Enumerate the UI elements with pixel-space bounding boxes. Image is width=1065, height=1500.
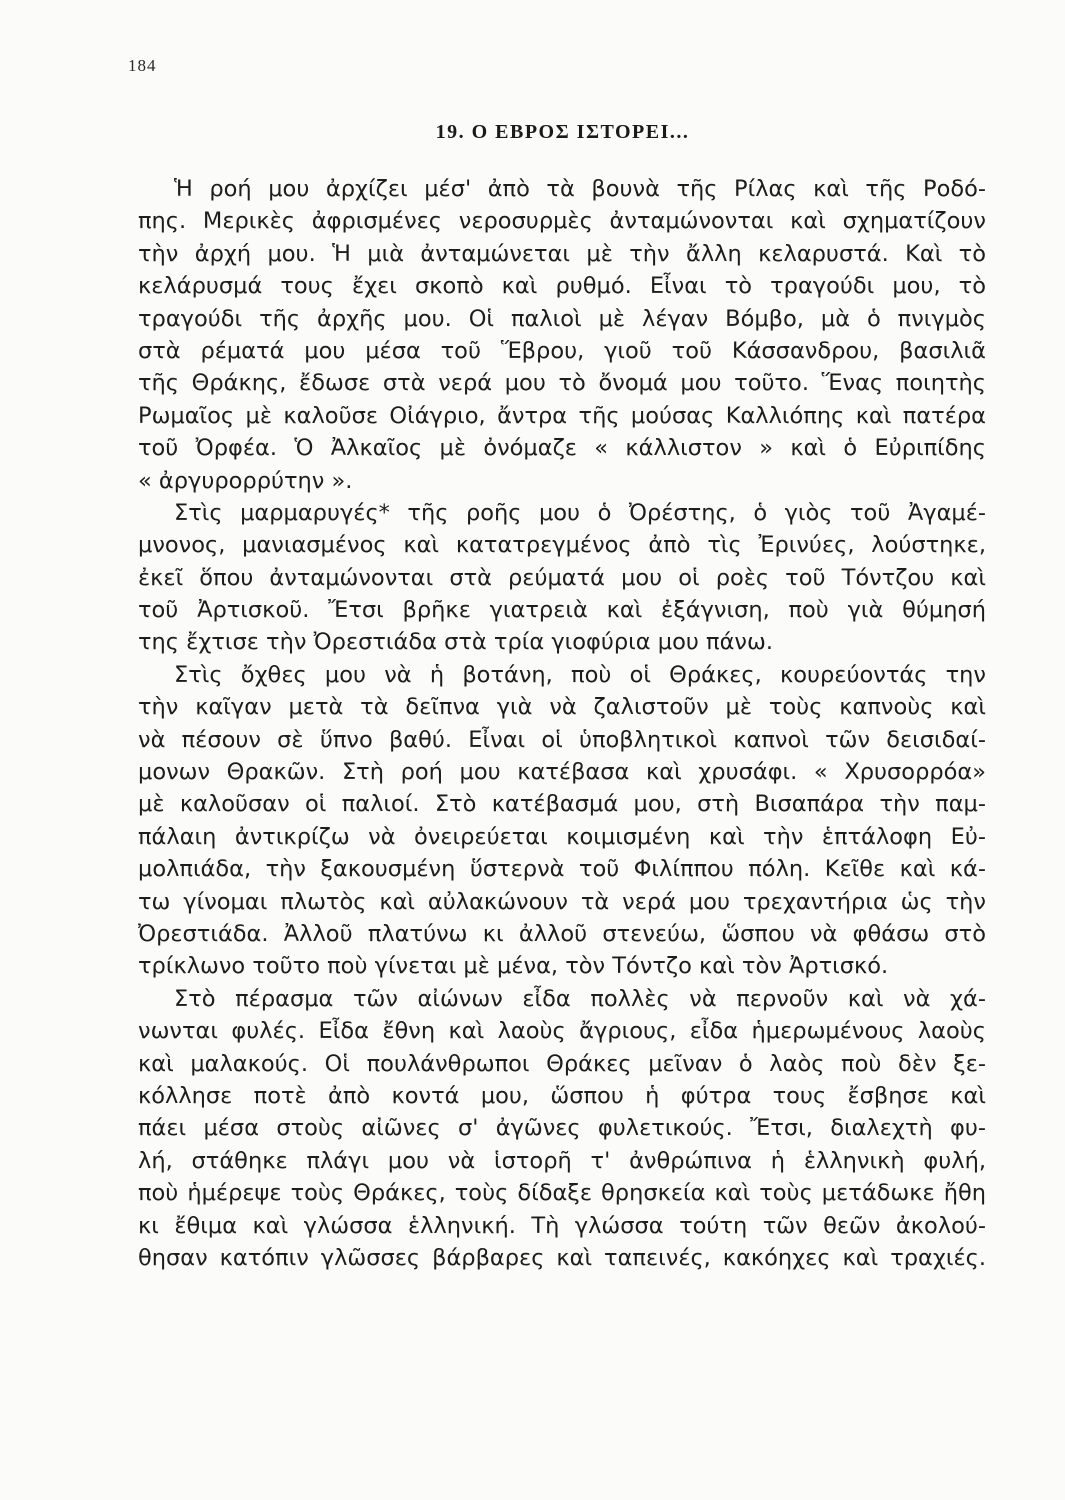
text-line: μὲ καλοῦσαν οἱ παλιοί. Στὸ κατέβασμά μου, στὴ Βισαπάρα τὴν παμ- <box>138 791 986 818</box>
text-line: τρίκλωνο τοῦτο ποὺ γίνεται μὲ μένα, τὸν Τόντζο καὶ τὸν Ἀρτισκό. <box>138 953 889 980</box>
text-line: τοῦ Ὀρφέα. Ὁ Ἀλκαῖος μὲ ὀνόμαζε « κάλλιστον » καὶ ὁ Εὐριπίδης <box>138 435 986 462</box>
text-line: τοῦ Ἀρτισκοῦ. Ἔτσι βρῆκε γιατρειὰ καὶ ἐξάγνιση, ποὺ γιὰ θύμησή <box>138 597 986 624</box>
text-line: κελάρυσμά τους ἔχει σκοπὸ καὶ ρυθμό. Εἶναι τὸ τραγούδι μου, τὸ <box>138 273 986 300</box>
text-line: κόλλησε ποτὲ ἀπὸ κοντά μου, ὥσπου ἡ φύτρα τους ἔσβησε καὶ <box>138 1082 986 1109</box>
text-line: Στὶς ὄχθες μου νὰ ἡ βοτάνη, ποὺ οἱ Θράκες, κουρεύοντάς την <box>174 661 986 688</box>
text-line: τὴν καῖγαν μετὰ τὰ δεῖπνα γιὰ νὰ ζαλιστοῦν μὲ τοὺς καπνοὺς καὶ <box>138 694 986 721</box>
text-line: μονων Θρακῶν. Στὴ ροή μου κατέβασα καὶ χρυσάφι. « Χρυσορρόα» <box>138 759 986 786</box>
text-line: κι ἔθιμα καὶ γλώσσα ἑλληνική. Τὴ γλώσσα τούτη τῶν θεῶν ἀκολού- <box>138 1212 986 1239</box>
text-line: τὴν ἀρχή μου. Ἡ μιὰ ἀνταμώνεται μὲ τὴν ἄλλη κελαρυστά. Καὶ τὸ <box>138 240 986 267</box>
text-line: « ἀργυρορρύτην ». <box>138 467 353 494</box>
text-line: Στὶς μαρμαρυγές* τῆς ροῆς μου ὁ Ὀρέστης, ὁ γιὸς τοῦ Ἀγαμέ- <box>174 499 986 526</box>
text-line: μνονος, μανιασμένος καὶ κατατρεγμένος ἀπὸ τὶς Ἐρινύες, λούστηκε, <box>138 532 986 559</box>
text-line: νὰ πέσουν σὲ ὕπνο βαθύ. Εἶναι οἱ ὑποβλητικοὶ καπνοὶ τῶν δεισιδαί- <box>138 726 986 753</box>
text-line: Ρωμαῖος μὲ καλοῦσε Οἰάγριο, ἄντρα τῆς μούσας Καλλιόπης καὶ πατέρα <box>138 402 986 429</box>
text-line: στὰ ρέματά μου μέσα τοῦ Ἕβρου, γιοῦ τοῦ Κάσσανδρου, βασιλιᾶ <box>138 337 986 364</box>
paragraph-3 <box>138 659 986 983</box>
text-line: θησαν κατόπιν γλῶσσες βάρβαρες καὶ ταπεινές, κακόηχες καὶ τραχιές. <box>138 1244 986 1271</box>
text-line: πάλαιη ἀντικρίζω νὰ ὀνειρεύεται κοιμισμένη καὶ τὴν ἑπτάλοφη Εὐ- <box>138 823 986 850</box>
text-line: ἐκεῖ ὅπου ἀνταμώνονται στὰ ρεύματά μου οἱ ροὲς τοῦ Τόντζου καὶ <box>138 564 986 591</box>
text-line: της ἔχτισε τὴν Ὀρεστιάδα στὰ τρία γιοφύρια μου πάνω. <box>138 629 773 656</box>
text-line: Ἡ ροή μου ἀρχίζει μέσ' ἀπὸ τὰ βουνὰ τῆς Ρίλας καὶ τῆς Ροδό- <box>174 176 986 202</box>
text-line: λή, στάθηκε πλάγι μου νὰ ἱστορῆ τ' ἀνθρώπινα ἡ ἑλληνικὴ φυλή, <box>138 1147 986 1174</box>
text-line: πάει μέσα στοὺς αἰῶνες σ' ἀγῶνες φυλετικούς. Ἔτσι, διαλεχτὴ φυ- <box>138 1115 986 1142</box>
paragraph-4 <box>138 983 986 1275</box>
text-line: καὶ μαλακούς. Οἱ πουλάνθρωποι Θράκες μεῖναν ὁ λαὸς ποὺ δὲν ξε- <box>138 1050 986 1077</box>
text-line: τω γίνομαι πλωτὸς καὶ αὐλακώνουν τὰ νερά μου τρεχαντήρια ὡς τὴν <box>138 888 986 915</box>
paragraph-2 <box>138 497 986 659</box>
text-line: τραγούδι τῆς ἀρχῆς μου. Οἱ παλιοὶ μὲ λέγαν Βόμβο, μὰ ὁ πνιγμὸς <box>138 305 986 332</box>
body-text <box>138 173 986 1274</box>
text-line: Ὀρεστιάδα. Ἀλλοῦ πλατύνω κι ἀλλοῦ στενεύω, ὥσπου νὰ φθάσω στὸ <box>138 920 986 947</box>
chapter-title: 19. Ο ΕΒΡΟΣ ΙΣΤΟΡΕΙ... <box>435 121 690 143</box>
text-line: νωνται φυλές. Εἶδα ἔθνη καὶ λαοὺς ἄγριους, εἶδα ἡμερωμένους λαοὺς <box>138 1018 986 1045</box>
text-line: τῆς Θράκης, ἔδωσε στὰ νερά μου τὸ ὄνομά μου τοῦτο. Ἕνας ποιητὴς <box>138 370 986 397</box>
text-line: Στὸ πέρασμα τῶν αἰώνων εἶδα πολλὲς νὰ περνοῦν καὶ νὰ χά- <box>174 985 986 1012</box>
page-number: 184 <box>128 56 157 75</box>
paragraph-1 <box>138 173 986 497</box>
text-line: μολπιάδα, τὴν ξακουσμένη ὕστερνὰ τοῦ Φιλίππου πόλη. Κεῖθε καὶ κά- <box>138 856 986 883</box>
text-line: ποὺ ἡμέρεψε τοὺς Θράκες, τοὺς δίδαξε θρησκεία καὶ τοὺς μετάδωκε ἤθη <box>138 1180 986 1207</box>
text-line: πης. Μερικὲς ἀφρισμένες νεροσυρμὲς ἀνταμώνονται καὶ σχηματίζουν <box>138 208 986 235</box>
